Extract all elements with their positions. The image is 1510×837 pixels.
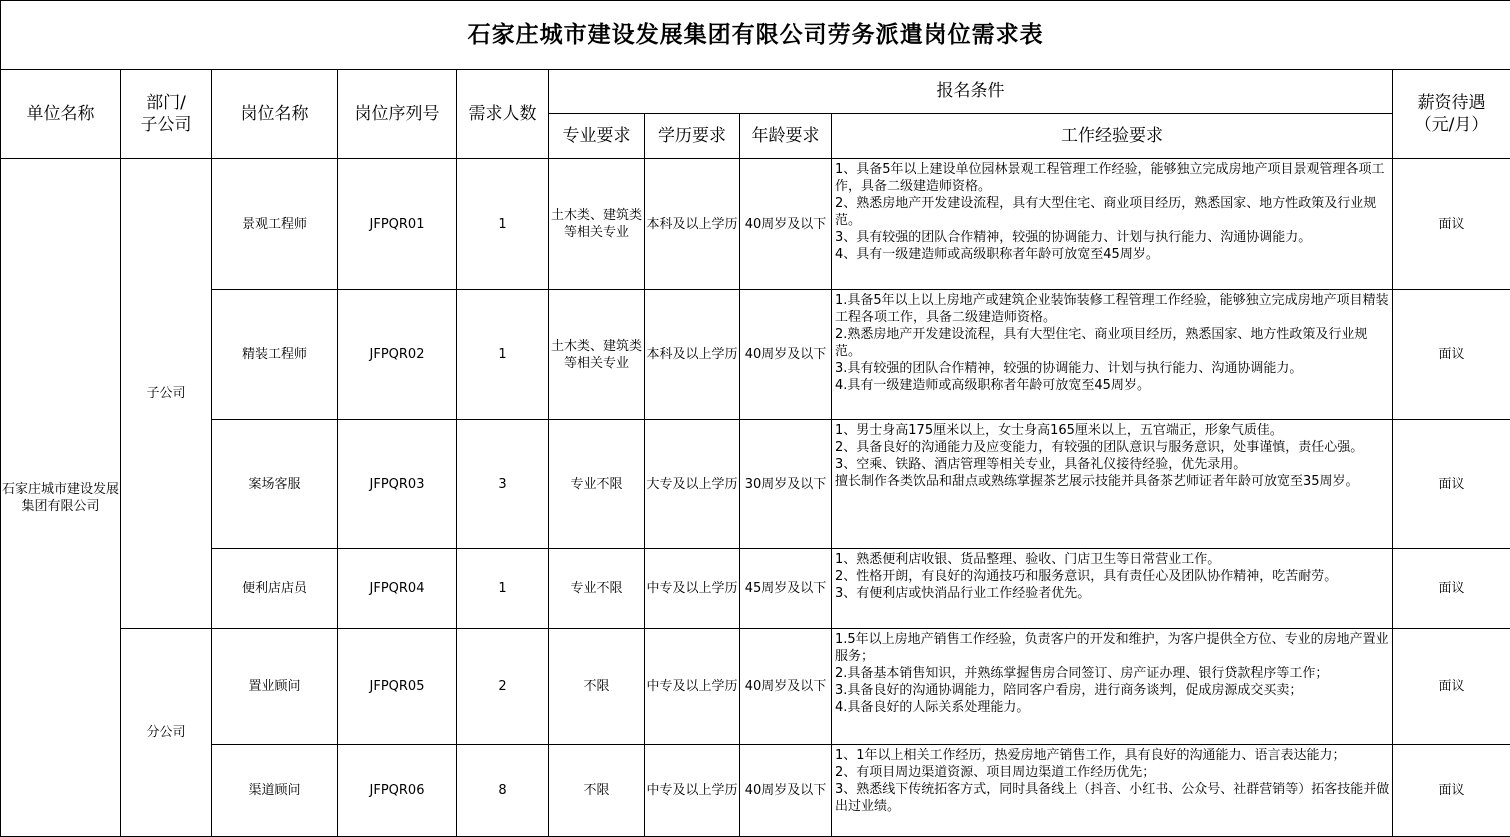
header-conditions: 报名条件 — [549, 70, 1393, 114]
age-cell: 40周岁及以下 — [740, 159, 832, 290]
count-cell: 1 — [457, 549, 549, 629]
header-unit: 单位名称 — [1, 70, 121, 159]
experience-cell: 1、具备5年以上建设单位园林景观工程管理工作经验，能够独立完成房地产项目景观管理各项工作，具备二级建造师资格。 2、熟悉房地产开发建设流程，具有大型住宅、商业项目经历，熟悉国家、地方性政策及行业规范。 3、具有较强的团队合作精神，较强的协调能力、计划与执行能力、沟通协调能力。 4、具有一级建造师或高级职称者年龄可放宽至45周岁。 — [832, 159, 1393, 290]
header-salary: 薪资待遇 （元/月） — [1393, 70, 1510, 159]
age-cell: 30周岁及以下 — [740, 420, 832, 549]
salary-cell: 面议 — [1393, 290, 1510, 420]
page-title: 石家庄城市建设发展集团有限公司劳务派遣岗位需求表 — [1, 1, 1510, 70]
experience-cell: 1、男士身高175厘米以上，女士身高165厘米以上，五官端正，形象气质佳。 2、具备良好的沟通能力及应变能力，有较强的团队意识与服务意识，处事谨慎，责任心强。 3、空乘、铁路、酒店管理等相关专业，具备礼仪接待经验，优先录用。 擅长制作各类饮品和甜点或熟练掌握茶艺展示技能并具备茶艺师证者年龄可放宽至35周岁。 — [832, 420, 1393, 549]
table-row — [1, 629, 1510, 745]
age-cell: 40周岁及以下 — [740, 290, 832, 420]
education-cell: 中专及以上学历 — [645, 549, 740, 629]
position-cell: 案场客服 — [212, 420, 338, 549]
major-cell: 土木类、建筑类等相关专业 — [549, 290, 645, 420]
table-row — [1, 745, 1510, 837]
table-row — [1, 290, 1510, 420]
header-age: 年龄要求 — [740, 114, 832, 159]
header-count: 需求人数 — [457, 70, 549, 159]
salary-cell: 面议 — [1393, 549, 1510, 629]
unit-name-cell: 石家庄城市建设发展集团有限公司 — [1, 159, 121, 837]
experience-cell: 1.具备5年以上以上房地产或建筑企业装饰装修工程管理工作经验，能够独立完成房地产项目精装工程各项工作，具备二级建造师资格。 2.熟悉房地产开发建设流程，具有大型住宅、商业项目经历，熟悉国家、地方性政策及行业规范。 3.具有较强的团队合作精神，较强的协调能力、计划与执行能力、沟通协调能力。 4.具有一级建造师或高级职称者年龄可放宽至45周岁。 — [832, 290, 1393, 420]
header-education: 学历要求 — [645, 114, 740, 159]
serial-cell: JFPQR03 — [338, 420, 457, 549]
major-cell: 不限 — [549, 629, 645, 745]
department-sub: 子公司 — [121, 159, 212, 629]
table-row — [1, 549, 1510, 629]
salary-cell: 面议 — [1393, 745, 1510, 837]
salary-cell: 面议 — [1393, 420, 1510, 549]
header-serial: 岗位序列号 — [338, 70, 457, 159]
count-cell: 3 — [457, 420, 549, 549]
age-cell: 45周岁及以下 — [740, 549, 832, 629]
serial-cell: JFPQR01 — [338, 159, 457, 290]
major-cell: 专业不限 — [549, 420, 645, 549]
header-experience: 工作经验要求 — [832, 114, 1393, 159]
position-cell: 渠道顾问 — [212, 745, 338, 837]
serial-cell: JFPQR06 — [338, 745, 457, 837]
experience-cell: 1、熟悉便利店收银、货品整理、验收、门店卫生等日常营业工作。 2、性格开朗，有良好的沟通技巧和服务意识，具有责任心及团队协作精神，吃苦耐劳。 3、有便利店或快消品行业工作经验者优先。 — [832, 549, 1393, 629]
header-department: 部门/ 子公司 — [121, 70, 212, 159]
count-cell: 1 — [457, 159, 549, 290]
education-cell: 大专及以上学历 — [645, 420, 740, 549]
count-cell: 8 — [457, 745, 549, 837]
salary-cell: 面议 — [1393, 629, 1510, 745]
serial-cell: JFPQR04 — [338, 549, 457, 629]
table-row — [1, 420, 1510, 549]
count-cell: 2 — [457, 629, 549, 745]
table-row — [1, 159, 1510, 290]
major-cell: 土木类、建筑类等相关专业 — [549, 159, 645, 290]
education-cell: 中专及以上学历 — [645, 745, 740, 837]
education-cell: 本科及以上学历 — [645, 290, 740, 420]
position-cell: 景观工程师 — [212, 159, 338, 290]
education-cell: 本科及以上学历 — [645, 159, 740, 290]
education-cell: 中专及以上学历 — [645, 629, 740, 745]
age-cell: 40周岁及以下 — [740, 745, 832, 837]
age-cell: 40周岁及以下 — [740, 629, 832, 745]
position-cell: 精装工程师 — [212, 290, 338, 420]
major-cell: 专业不限 — [549, 549, 645, 629]
serial-cell: JFPQR02 — [338, 290, 457, 420]
experience-cell: 1.5年以上房地产销售工作经验，负责客户的开发和维护，为客户提供全方位、专业的房地产置业服务； 2.具备基本销售知识，并熟练掌握售房合同签订、房产证办理、银行贷款程序等工作； 3.具备良好的沟通协调能力，陪同客户看房，进行商务谈判，促成房源成交买卖； 4.具备良好的人际关系处理能力。 — [832, 629, 1393, 745]
department-branch: 分公司 — [121, 629, 212, 837]
position-cell: 便利店店员 — [212, 549, 338, 629]
salary-cell: 面议 — [1393, 159, 1510, 290]
experience-cell: 1、1年以上相关工作经历，热爱房地产销售工作，具有良好的沟通能力、语言表达能力； 2、有项目周边渠道资源、项目周边渠道工作经历优先； 3、熟悉线下传统拓客方式，同时具备线上（抖音、小红书、公众号、社群营销等）拓客技能并做出过业绩。 — [832, 745, 1393, 837]
header-position: 岗位名称 — [212, 70, 338, 159]
header-major: 专业要求 — [549, 114, 645, 159]
serial-cell: JFPQR05 — [338, 629, 457, 745]
position-cell: 置业顾问 — [212, 629, 338, 745]
count-cell: 1 — [457, 290, 549, 420]
major-cell: 不限 — [549, 745, 645, 837]
